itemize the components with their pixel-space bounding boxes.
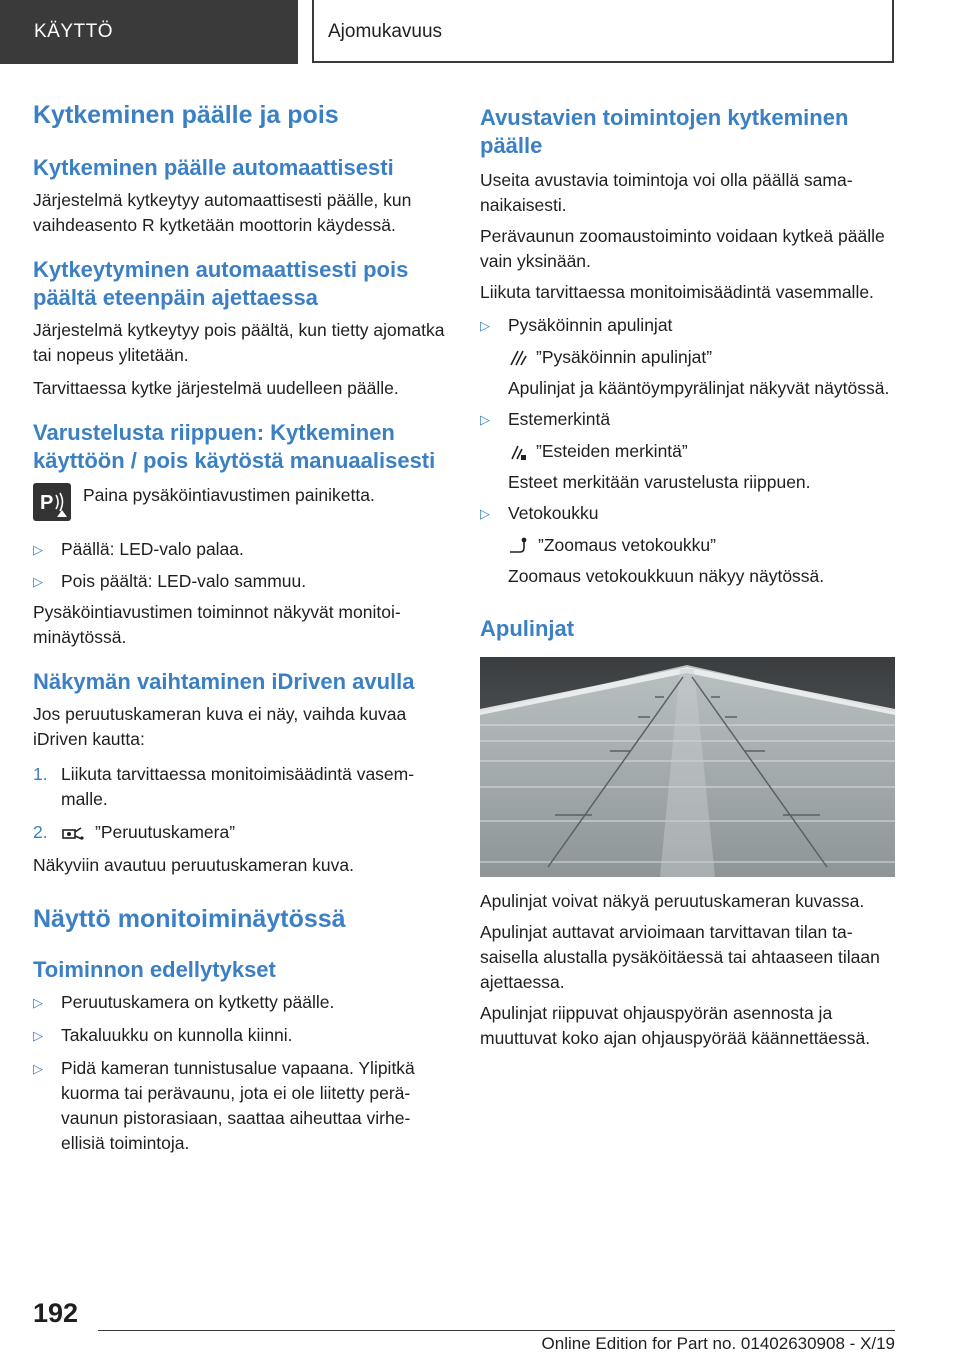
heading-auto-off: Kytkeytyminen automaattisesti pois päältä eteenpäin ajettaessa [33, 257, 409, 310]
heading-auto-on: Kytkeminen päälle automaattisesti [33, 155, 394, 180]
page-number: 192 [33, 1298, 79, 1328]
list-item: ▷ Pidä kameran tunnistusalue vapaana. Ylipitkä kuorma tai perävaunu, jota ei ole liitetty perävaunun pistorasiaan, saattaa aiheuttaa virheellisiä toimintoja. [33, 1058, 415, 1153]
heading-manual: Varustelusta riippuen: Kytkeminen käyttöön / pois käytöstä manuaalisesti [33, 420, 436, 473]
para-lines-1: Apulinjat voivat näkyä peruutuskameran kuvassa. [480, 891, 865, 911]
heading-idrive: Näkymän vaihtaminen iDriven avulla [33, 669, 415, 694]
parking-lines-icon [508, 348, 528, 368]
list-item: ▷ Takaluukku on kunnolla kiinni. [33, 1023, 445, 1048]
para-lines-2: Apulinjat auttavat arvioimaan tarvittavan tilan tasaisella alustalla pysäköitäessä tai ahtaaseen tilaan ajettaessa. [480, 922, 880, 992]
triangle-bullet-icon: ▷ [480, 506, 490, 521]
section-tab: KÄYTTÖ [0, 0, 298, 64]
triangle-bullet-icon: ▷ [33, 1028, 43, 1043]
assist-item-parking-lines: ▷ Pysäköinnin apulinjat ”Pysäköinnin apulinjat” Apulinjat ja kääntöympyrälinjat näkyvät näytössä. [480, 315, 890, 398]
requirements-list [33, 990, 445, 1156]
manual-bullets [33, 537, 445, 594]
edition-text: Online Edition for Part no. 01402630908 - X/19 [541, 1334, 895, 1353]
button-instruction [33, 483, 445, 521]
right-column [480, 104, 895, 1051]
triangle-bullet-icon: ▷ [480, 318, 490, 333]
step-1: 1. Liikuta tarvittaessa monitoimisäädintä vasemmalle. [33, 764, 415, 809]
obstacle-marking-icon [508, 442, 528, 462]
assist-item-obstacle-marking: ▷ Estemerkintä ”Esteiden merkintä” Esteet merkitään varustelusta riippuen. [480, 409, 811, 492]
heading-assist: Avustavien toimintojen kytkeminen päälle [480, 105, 849, 158]
para-assist-3: Liikuta tarvittaessa monitoimisäädintä vasemmalle. [480, 282, 874, 302]
triangle-bullet-icon: ▷ [480, 412, 490, 427]
rear-camera-icon [61, 822, 87, 844]
list-item: ▷ Peruutuskamera on kytketty päälle. [33, 990, 445, 1015]
step-2: 2. ”Peruutuskamera” [33, 822, 236, 842]
park-assist-button-icon [33, 483, 71, 521]
left-column [33, 100, 445, 1156]
para-manual: Paina pysäköintiavustimen painiketta. [83, 485, 375, 505]
para-idrive-result: Näkyviin avautuu peruutuskameran kuva. [33, 855, 355, 875]
para-auto-on: Järjestelmä kytkeytyy automaattisesti päälle, kun vaihdeasento R kytketään moottorin käydessä. [33, 190, 412, 235]
heading-lines: Apulinjat [480, 616, 575, 641]
assist-item-trailer-hitch: ▷ Vetokoukku ”Zoomaus vetokoukku” Zoomaus vetokoukkuun näkyy näytössä. [480, 503, 825, 586]
para-auto-off-1: Järjestelmä kytkeytyy pois päältä, kun tietty ajomatka tai nopeus ylitetään. [33, 320, 445, 365]
heading-on-off: Kytkeminen päälle ja pois [33, 101, 339, 129]
triangle-bullet-icon: ▷ [33, 574, 43, 589]
footer-divider [98, 1330, 895, 1331]
triangle-bullet-icon: ▷ [33, 542, 43, 557]
para-assist-2: Perävaunun zoomaustoiminto voidaan kytkeä päälle vain yksinään. [480, 226, 885, 271]
guide-lines-image [480, 657, 895, 877]
list-item: ▷ Päällä: LED-valo palaa. [33, 537, 445, 562]
trailer-hitch-icon [508, 536, 530, 556]
page-header [0, 0, 960, 66]
para-assist-1: Useita avustavia toimintoja voi olla päällä samanaikaisesti. [480, 170, 853, 215]
para-idrive: Jos peruutuskameran kuva ei näy, vaihda kuvaa iDriven kautta: [33, 704, 407, 749]
para-auto-off-2: Tarvittaessa kytke järjestelmä uudelleen päälle. [33, 378, 399, 398]
triangle-bullet-icon: ▷ [33, 1061, 43, 1076]
heading-display: Näyttö monitoiminäytössä [33, 905, 346, 933]
para-functions: Pysäköintiavustimen toiminnot näkyvät monitoiminäytössä. [33, 602, 401, 647]
chapter-title: Ajomukavuus [312, 0, 894, 63]
svg-text:P: P [40, 492, 54, 514]
list-item: ▷ Pois päältä: LED-valo sammuu. [33, 569, 445, 594]
para-lines-3: Apulinjat riippuvat ohjauspyörän asennosta ja muuttuvat koko ajan ohjauspyörää käännettäessä. [480, 1003, 871, 1048]
heading-requirements: Toiminnon edellytykset [33, 957, 276, 982]
triangle-bullet-icon: ▷ [33, 995, 43, 1010]
